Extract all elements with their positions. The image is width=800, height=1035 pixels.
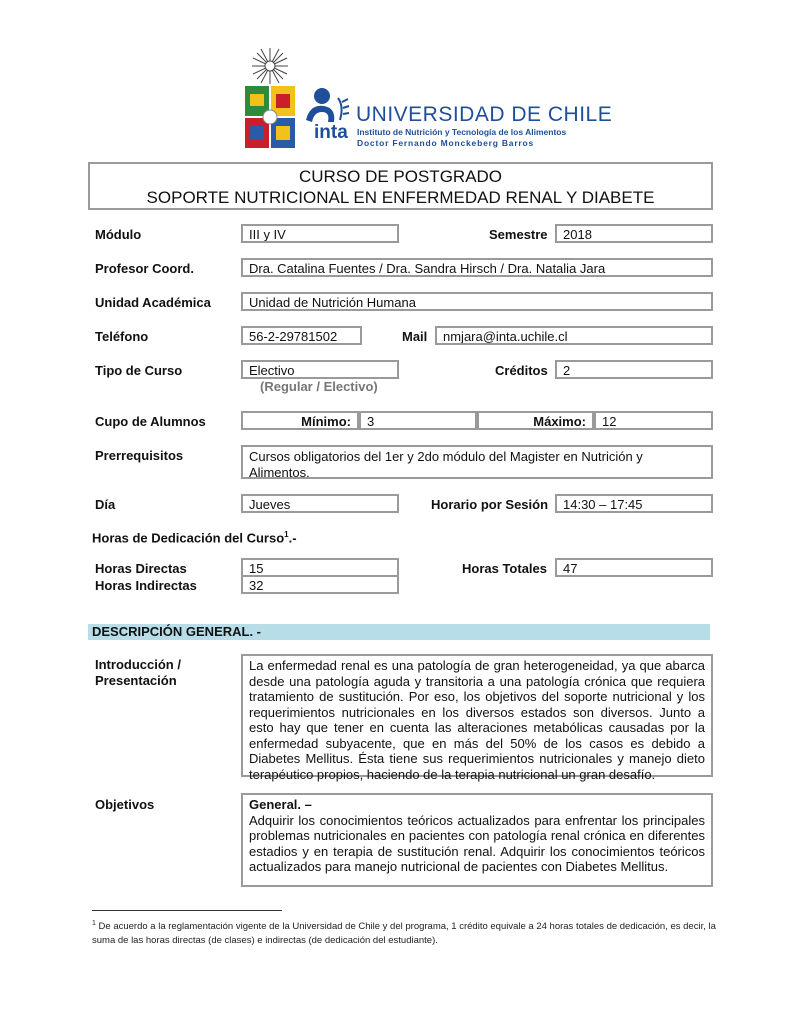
creditos-label: Créditos (495, 363, 548, 378)
section-descripcion-general: DESCRIPCIÓN GENERAL. - (88, 624, 710, 640)
prerrequisitos-field: Cursos obligatorios del 1er y 2do módulo del Magister en Nutrición y Alimentos. (241, 445, 713, 479)
profesor-label: Profesor Coord. (95, 261, 194, 276)
totales-label: Horas Totales (462, 561, 548, 576)
directas-label: Horas Directas (95, 561, 187, 576)
objetivos-heading: General. – (249, 797, 312, 812)
intro-label-line-2: Presentación (95, 673, 177, 688)
course-title-line-2: SOPORTE NUTRICIONAL EN ENFERMEDAD RENAL Y DIABETE (146, 188, 655, 207)
directas-field: 15 (241, 558, 399, 577)
university-seal-logo (244, 44, 296, 150)
unidad-field: Unidad de Nutrición Humana (241, 292, 713, 311)
footnote-ref: 1 (284, 530, 289, 539)
intro-label-line-1: Introducción / (95, 657, 181, 672)
tipo-field: Electivo (241, 360, 399, 379)
footnote-marker: 1 (92, 920, 96, 927)
dedicacion-suffix: .- (288, 530, 297, 546)
prerrequisitos-label: Prerrequisitos (95, 448, 184, 463)
telefono-field: 56-2-29781502 (241, 326, 362, 345)
footnote (92, 917, 717, 948)
dia-field: Jueves (241, 494, 399, 513)
minimo-field: 3 (359, 411, 477, 430)
institute-line-1: Instituto de Nutrición y Tecnología de los Alimentos (357, 127, 567, 137)
indirectas-label: Horas Indirectas (95, 578, 197, 593)
tipo-hint: (Regular / Electivo) (260, 379, 378, 394)
footnote-separator (92, 910, 282, 911)
semestre-label: Semestre (489, 227, 548, 242)
horario-field: 14:30 – 17:45 (555, 494, 713, 513)
course-title-box (88, 162, 713, 210)
objetivos-box (241, 793, 713, 887)
institute-line-2: Doctor Fernando Monckeberg Barros (357, 138, 535, 148)
creditos-field: 2 (555, 360, 713, 379)
dia-label: Día (95, 497, 116, 512)
totales-field: 47 (555, 558, 713, 577)
footnote-text: De acuerdo a la reglamentación vigente de la Universidad de Chile y del programa, 1 crédito equivale a 24 horas totales de dedicación, es decir, la suma de las horas directas (de clases) e indirectas (de dedicación del estudiante). (92, 921, 716, 947)
maximo-label: Máximo: (477, 411, 594, 430)
modulo-label: Módulo (95, 227, 142, 242)
objetivos-text: Adquirir los conocimientos teóricos actualizados para enfrentar los principales problemas nutricionales en pacientes con patología renal crónica en diferentes estadios y en terapia de sustitución renal. Adquirir los conocimientos teóricos actualizados para manejo nutricional de pacientes con Diabetes Mellitus. (249, 812, 705, 874)
tipo-label: Tipo de Curso (95, 363, 183, 378)
semestre-field: 2018 (555, 224, 713, 243)
intro-label (95, 657, 181, 689)
mail-field: nmjara@inta.uchile.cl (435, 326, 713, 345)
objetivos-label: Objetivos (95, 797, 155, 812)
intro-text: La enfermedad renal es una patología de gran heterogeneidad, ya que abarca desde una patología aguda y transitoria a una patología crónica que requiera tratamiento de sustitución. Por eso, los objetivos del soporte nutricional y los requerimientos nutricionales en los diversos estados son diversos. Junto a esto hay que tener en cuenta las alteraciones metabólicas causadas por la enfermedad subyacente, que en más del 50% de los casos es debido a Diabetes Mellitus. Ésta tiene sus requerimientos nutricionales y manejo dieto terapéutico propios, haciendo de la terapia nutricional un gran desafío. (241, 654, 713, 777)
horario-label: Horario por Sesión (431, 497, 549, 512)
indirectas-field: 32 (241, 575, 399, 594)
profesor-field: Dra. Catalina Fuentes / Dra. Sandra Hirsch / Dra. Natalia Jara (241, 258, 713, 277)
minimo-label: Mínimo: (241, 411, 359, 430)
cupo-label: Cupo de Alumnos (95, 414, 206, 429)
mail-label: Mail (402, 329, 428, 344)
telefono-label: Teléfono (95, 329, 149, 344)
unidad-label: Unidad Académica (95, 295, 211, 310)
dedicacion-heading (92, 530, 297, 545)
maximo-field: 12 (594, 411, 713, 430)
course-title-line-1: CURSO DE POSTGRADO (298, 167, 503, 186)
modulo-field: III y IV (241, 224, 399, 243)
dedicacion-label: Horas de Dedicación del Curso (92, 530, 285, 546)
inta-logo-text: inta (314, 122, 348, 143)
university-name: UNIVERSIDAD DE CHILE (356, 103, 613, 126)
